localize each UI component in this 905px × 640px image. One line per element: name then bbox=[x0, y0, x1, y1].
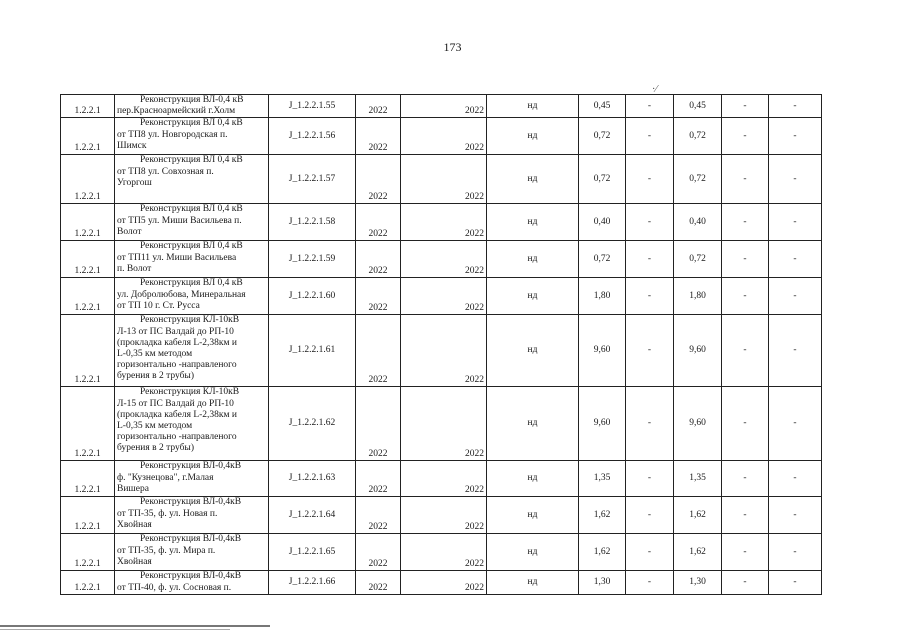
table-row bbox=[61, 571, 822, 594]
footer-rule-thin bbox=[0, 629, 230, 630]
row-name-line: (прокладка кабеля L-2,38км и bbox=[117, 409, 237, 420]
row-year-end: 2022 bbox=[401, 461, 487, 497]
row-value-2: 1,80 bbox=[674, 278, 722, 315]
row-empty-1: - bbox=[626, 461, 674, 497]
table-row bbox=[61, 118, 822, 155]
row-code: 1.2.2.1 bbox=[61, 387, 115, 461]
row-empty-1: - bbox=[626, 95, 674, 118]
row-name bbox=[115, 315, 269, 387]
row-name-line: Реконструкция ВЛ-0,4 кВ bbox=[140, 95, 244, 105]
row-empty-3: - bbox=[769, 95, 822, 118]
row-year-end: 2022 bbox=[401, 278, 487, 315]
row-name-line: (прокладка кабеля L-2,38км и bbox=[117, 337, 237, 348]
row-identifier: J_1.2.2.1.61 bbox=[269, 315, 356, 387]
row-code: 1.2.2.1 bbox=[61, 534, 115, 571]
row-value-2: 0,45 bbox=[674, 95, 722, 118]
row-empty-3: - bbox=[769, 118, 822, 155]
row-value-1: 9,60 bbox=[579, 315, 626, 387]
row-name-line: горизонтально -направленого bbox=[117, 360, 237, 371]
row-name-line: Реконструкция ВЛ 0,4 кВ bbox=[140, 278, 243, 289]
row-value-2: 1,62 bbox=[674, 497, 722, 534]
scan-mark: ·⁄ bbox=[652, 84, 657, 95]
row-name-line: Угоргош bbox=[117, 177, 152, 188]
row-name-line: бурения в 2 трубы) bbox=[117, 371, 194, 382]
row-unit: нд bbox=[487, 387, 579, 461]
row-name bbox=[115, 204, 269, 241]
row-identifier: J_1.2.2.1.65 bbox=[269, 534, 356, 571]
row-name-line: Реконструкция ВЛ-0,4кВ bbox=[140, 534, 242, 545]
row-empty-2: - bbox=[722, 497, 769, 534]
row-value-1: 1,30 bbox=[579, 571, 626, 594]
row-empty-1: - bbox=[626, 155, 674, 204]
row-name-line: ф. "Кузнецова", г.Малая bbox=[117, 472, 214, 483]
row-value-1: 1,35 bbox=[579, 461, 626, 497]
investment-table bbox=[60, 94, 822, 595]
row-empty-2: - bbox=[722, 315, 769, 387]
row-name-line: от ТП-40, ф. ул. Сосновая п. bbox=[117, 582, 232, 593]
table-row bbox=[61, 204, 822, 241]
row-identifier: J_1.2.2.1.66 bbox=[269, 571, 356, 594]
row-name-line: Реконструкция КЛ-10кВ bbox=[140, 387, 240, 398]
row-value-2: 0,72 bbox=[674, 118, 722, 155]
row-empty-3: - bbox=[769, 315, 822, 387]
row-empty-1: - bbox=[626, 315, 674, 387]
row-value-2: 1,35 bbox=[674, 461, 722, 497]
row-value-1: 0,72 bbox=[579, 118, 626, 155]
table-row bbox=[61, 497, 822, 534]
row-year-end: 2022 bbox=[401, 204, 487, 241]
row-code: 1.2.2.1 bbox=[61, 118, 115, 155]
row-year-end: 2022 bbox=[401, 315, 487, 387]
row-name-line: Вишера bbox=[117, 483, 149, 494]
row-unit: нд bbox=[487, 497, 579, 534]
row-empty-3: - bbox=[769, 461, 822, 497]
row-identifier: J_1.2.2.1.58 bbox=[269, 204, 356, 241]
row-name-line: Л-13 от ПС Валдай до РП-10 bbox=[117, 326, 234, 337]
table-body bbox=[61, 95, 822, 595]
row-unit: нд bbox=[487, 461, 579, 497]
row-code: 1.2.2.1 bbox=[61, 497, 115, 534]
row-year-start: 2022 bbox=[356, 204, 401, 241]
row-name-line: L-0,35 км методом bbox=[117, 349, 193, 360]
row-value-2: 1,30 bbox=[674, 571, 722, 594]
row-name bbox=[115, 387, 269, 461]
row-name bbox=[115, 571, 269, 594]
row-empty-2: - bbox=[722, 155, 769, 204]
row-value-2: 9,60 bbox=[674, 315, 722, 387]
row-empty-2: - bbox=[722, 278, 769, 315]
row-year-start: 2022 bbox=[356, 461, 401, 497]
row-code: 1.2.2.1 bbox=[61, 204, 115, 241]
row-year-start: 2022 bbox=[356, 278, 401, 315]
row-identifier: J_1.2.2.1.62 bbox=[269, 387, 356, 461]
row-value-2: 1,62 bbox=[674, 534, 722, 571]
row-identifier: J_1.2.2.1.59 bbox=[269, 241, 356, 278]
row-name-line: от ТП 10 г. Ст. Русса bbox=[117, 300, 200, 311]
row-year-start: 2022 bbox=[356, 118, 401, 155]
row-empty-2: - bbox=[722, 571, 769, 594]
row-identifier: J_1.2.2.1.60 bbox=[269, 278, 356, 315]
row-year-end: 2022 bbox=[401, 387, 487, 461]
row-empty-1: - bbox=[626, 204, 674, 241]
row-identifier: J_1.2.2.1.55 bbox=[269, 95, 356, 118]
row-year-end: 2022 bbox=[401, 497, 487, 534]
row-year-start: 2022 bbox=[356, 534, 401, 571]
row-unit: нд bbox=[487, 204, 579, 241]
row-year-end: 2022 bbox=[401, 155, 487, 204]
row-year-end: 2022 bbox=[401, 241, 487, 278]
row-identifier: J_1.2.2.1.57 bbox=[269, 155, 356, 204]
row-unit: нд bbox=[487, 278, 579, 315]
row-name-line: Реконструкция ВЛ 0,4 кВ bbox=[140, 204, 243, 215]
row-unit: нд bbox=[487, 155, 579, 204]
row-year-start: 2022 bbox=[356, 387, 401, 461]
row-year-start: 2022 bbox=[356, 497, 401, 534]
row-name bbox=[115, 95, 269, 118]
row-empty-1: - bbox=[626, 118, 674, 155]
row-name bbox=[115, 118, 269, 155]
row-value-2: 0,72 bbox=[674, 241, 722, 278]
row-name-line: Шимск bbox=[117, 140, 147, 151]
row-empty-1: - bbox=[626, 571, 674, 594]
row-value-2: 9,60 bbox=[674, 387, 722, 461]
row-empty-1: - bbox=[626, 534, 674, 571]
row-name bbox=[115, 497, 269, 534]
table-row bbox=[61, 241, 822, 278]
row-value-1: 1,62 bbox=[579, 534, 626, 571]
row-empty-3: - bbox=[769, 155, 822, 204]
row-name-line: Реконструкция ВЛ-0,4кВ bbox=[140, 461, 242, 472]
row-unit: нд bbox=[487, 241, 579, 278]
row-year-end: 2022 bbox=[401, 118, 487, 155]
row-value-1: 1,62 bbox=[579, 497, 626, 534]
row-empty-2: - bbox=[722, 95, 769, 118]
row-code: 1.2.2.1 bbox=[61, 155, 115, 204]
row-name-line: Реконструкция ВЛ-0,4кВ bbox=[140, 497, 242, 508]
row-identifier: J_1.2.2.1.63 bbox=[269, 461, 356, 497]
row-year-start: 2022 bbox=[356, 571, 401, 594]
row-year-start: 2022 bbox=[356, 155, 401, 204]
footer-rule bbox=[0, 625, 270, 627]
row-name-line: Реконструкция ВЛ 0,4 кВ bbox=[140, 118, 243, 129]
row-empty-1: - bbox=[626, 241, 674, 278]
row-value-2: 0,40 bbox=[674, 204, 722, 241]
row-unit: нд bbox=[487, 118, 579, 155]
row-name-line: от ТП8 ул. Совхозная п. bbox=[117, 166, 214, 177]
row-code: 1.2.2.1 bbox=[61, 315, 115, 387]
row-name bbox=[115, 461, 269, 497]
row-value-2: 0,72 bbox=[674, 155, 722, 204]
row-empty-2: - bbox=[722, 534, 769, 571]
table-row bbox=[61, 278, 822, 315]
row-name-line: Реконструкция КЛ-10кВ bbox=[140, 315, 240, 326]
row-code: 1.2.2.1 bbox=[61, 241, 115, 278]
row-name bbox=[115, 534, 269, 571]
row-name-line: Хвойная bbox=[117, 519, 152, 530]
table-row bbox=[61, 534, 822, 571]
row-unit: нд bbox=[487, 534, 579, 571]
row-value-1: 0,40 bbox=[579, 204, 626, 241]
table-row bbox=[61, 461, 822, 497]
row-empty-3: - bbox=[769, 571, 822, 594]
table-row bbox=[61, 315, 822, 387]
row-name-line: от ТП11 ул. Миши Васильева bbox=[117, 252, 237, 263]
row-empty-2: - bbox=[722, 204, 769, 241]
row-name-line: п. Волот bbox=[117, 263, 152, 274]
row-identifier: J_1.2.2.1.64 bbox=[269, 497, 356, 534]
row-name-line: Хвойная bbox=[117, 556, 152, 567]
row-name-line: от ТП5 ул. Миши Васильева п. bbox=[117, 215, 242, 226]
row-name-line: ул. Добролюбова, Минеральная bbox=[117, 289, 246, 300]
table-row bbox=[61, 95, 822, 118]
row-value-1: 9,60 bbox=[579, 387, 626, 461]
table-row bbox=[61, 155, 822, 204]
row-empty-3: - bbox=[769, 241, 822, 278]
row-name-line: бурения в 2 трубы) bbox=[117, 443, 194, 454]
row-name-line: от ТП8 ул. Новгородская п. bbox=[117, 129, 228, 140]
page-number: 173 bbox=[443, 40, 462, 54]
row-name-line: Волот bbox=[117, 226, 142, 237]
row-code: 1.2.2.1 bbox=[61, 571, 115, 594]
row-value-1: 0,72 bbox=[579, 241, 626, 278]
row-empty-1: - bbox=[626, 387, 674, 461]
row-empty-2: - bbox=[722, 387, 769, 461]
row-name bbox=[115, 278, 269, 315]
row-code: 1.2.2.1 bbox=[61, 461, 115, 497]
row-name-line: от ТП-35, ф. ул. Новая п. bbox=[117, 508, 218, 519]
row-unit: нд bbox=[487, 95, 579, 118]
row-code: 1.2.2.1 bbox=[61, 278, 115, 315]
row-value-1: 0,45 bbox=[579, 95, 626, 118]
row-name-line: Л-15 от ПС Валдай до РП-10 bbox=[117, 398, 234, 409]
row-empty-2: - bbox=[722, 118, 769, 155]
row-unit: нд bbox=[487, 315, 579, 387]
row-identifier: J_1.2.2.1.56 bbox=[269, 118, 356, 155]
row-empty-3: - bbox=[769, 534, 822, 571]
row-name-line: горизонтально -направленого bbox=[117, 432, 237, 443]
row-name-line: Реконструкция ВЛ 0,4 кВ bbox=[140, 241, 243, 252]
row-name-line: от ТП-35, ф. ул. Мира п. bbox=[117, 545, 216, 556]
row-year-start: 2022 bbox=[356, 241, 401, 278]
row-year-end: 2022 bbox=[401, 571, 487, 594]
row-name-line: L-0,35 км методом bbox=[117, 421, 193, 432]
row-empty-3: - bbox=[769, 497, 822, 534]
row-empty-2: - bbox=[722, 461, 769, 497]
row-name-line: Реконструкция ВЛ 0,4 кВ bbox=[140, 155, 243, 166]
row-value-1: 0,72 bbox=[579, 155, 626, 204]
row-name bbox=[115, 241, 269, 278]
table-row bbox=[61, 387, 822, 461]
row-empty-3: - bbox=[769, 278, 822, 315]
row-empty-3: - bbox=[769, 387, 822, 461]
row-code: 1.2.2.1 bbox=[61, 95, 115, 118]
row-unit: нд bbox=[487, 571, 579, 594]
row-empty-2: - bbox=[722, 241, 769, 278]
row-year-end: 2022 bbox=[401, 95, 487, 118]
row-empty-3: - bbox=[769, 204, 822, 241]
row-empty-1: - bbox=[626, 497, 674, 534]
row-year-end: 2022 bbox=[401, 534, 487, 571]
row-value-1: 1,80 bbox=[579, 278, 626, 315]
row-empty-1: - bbox=[626, 278, 674, 315]
row-name-line: Реконструкция ВЛ-0,4кВ bbox=[140, 571, 242, 582]
row-name-line: пер.Красноармейский г.Холм bbox=[117, 106, 236, 117]
row-year-start: 2022 bbox=[356, 315, 401, 387]
row-name bbox=[115, 155, 269, 204]
row-year-start: 2022 bbox=[356, 95, 401, 118]
